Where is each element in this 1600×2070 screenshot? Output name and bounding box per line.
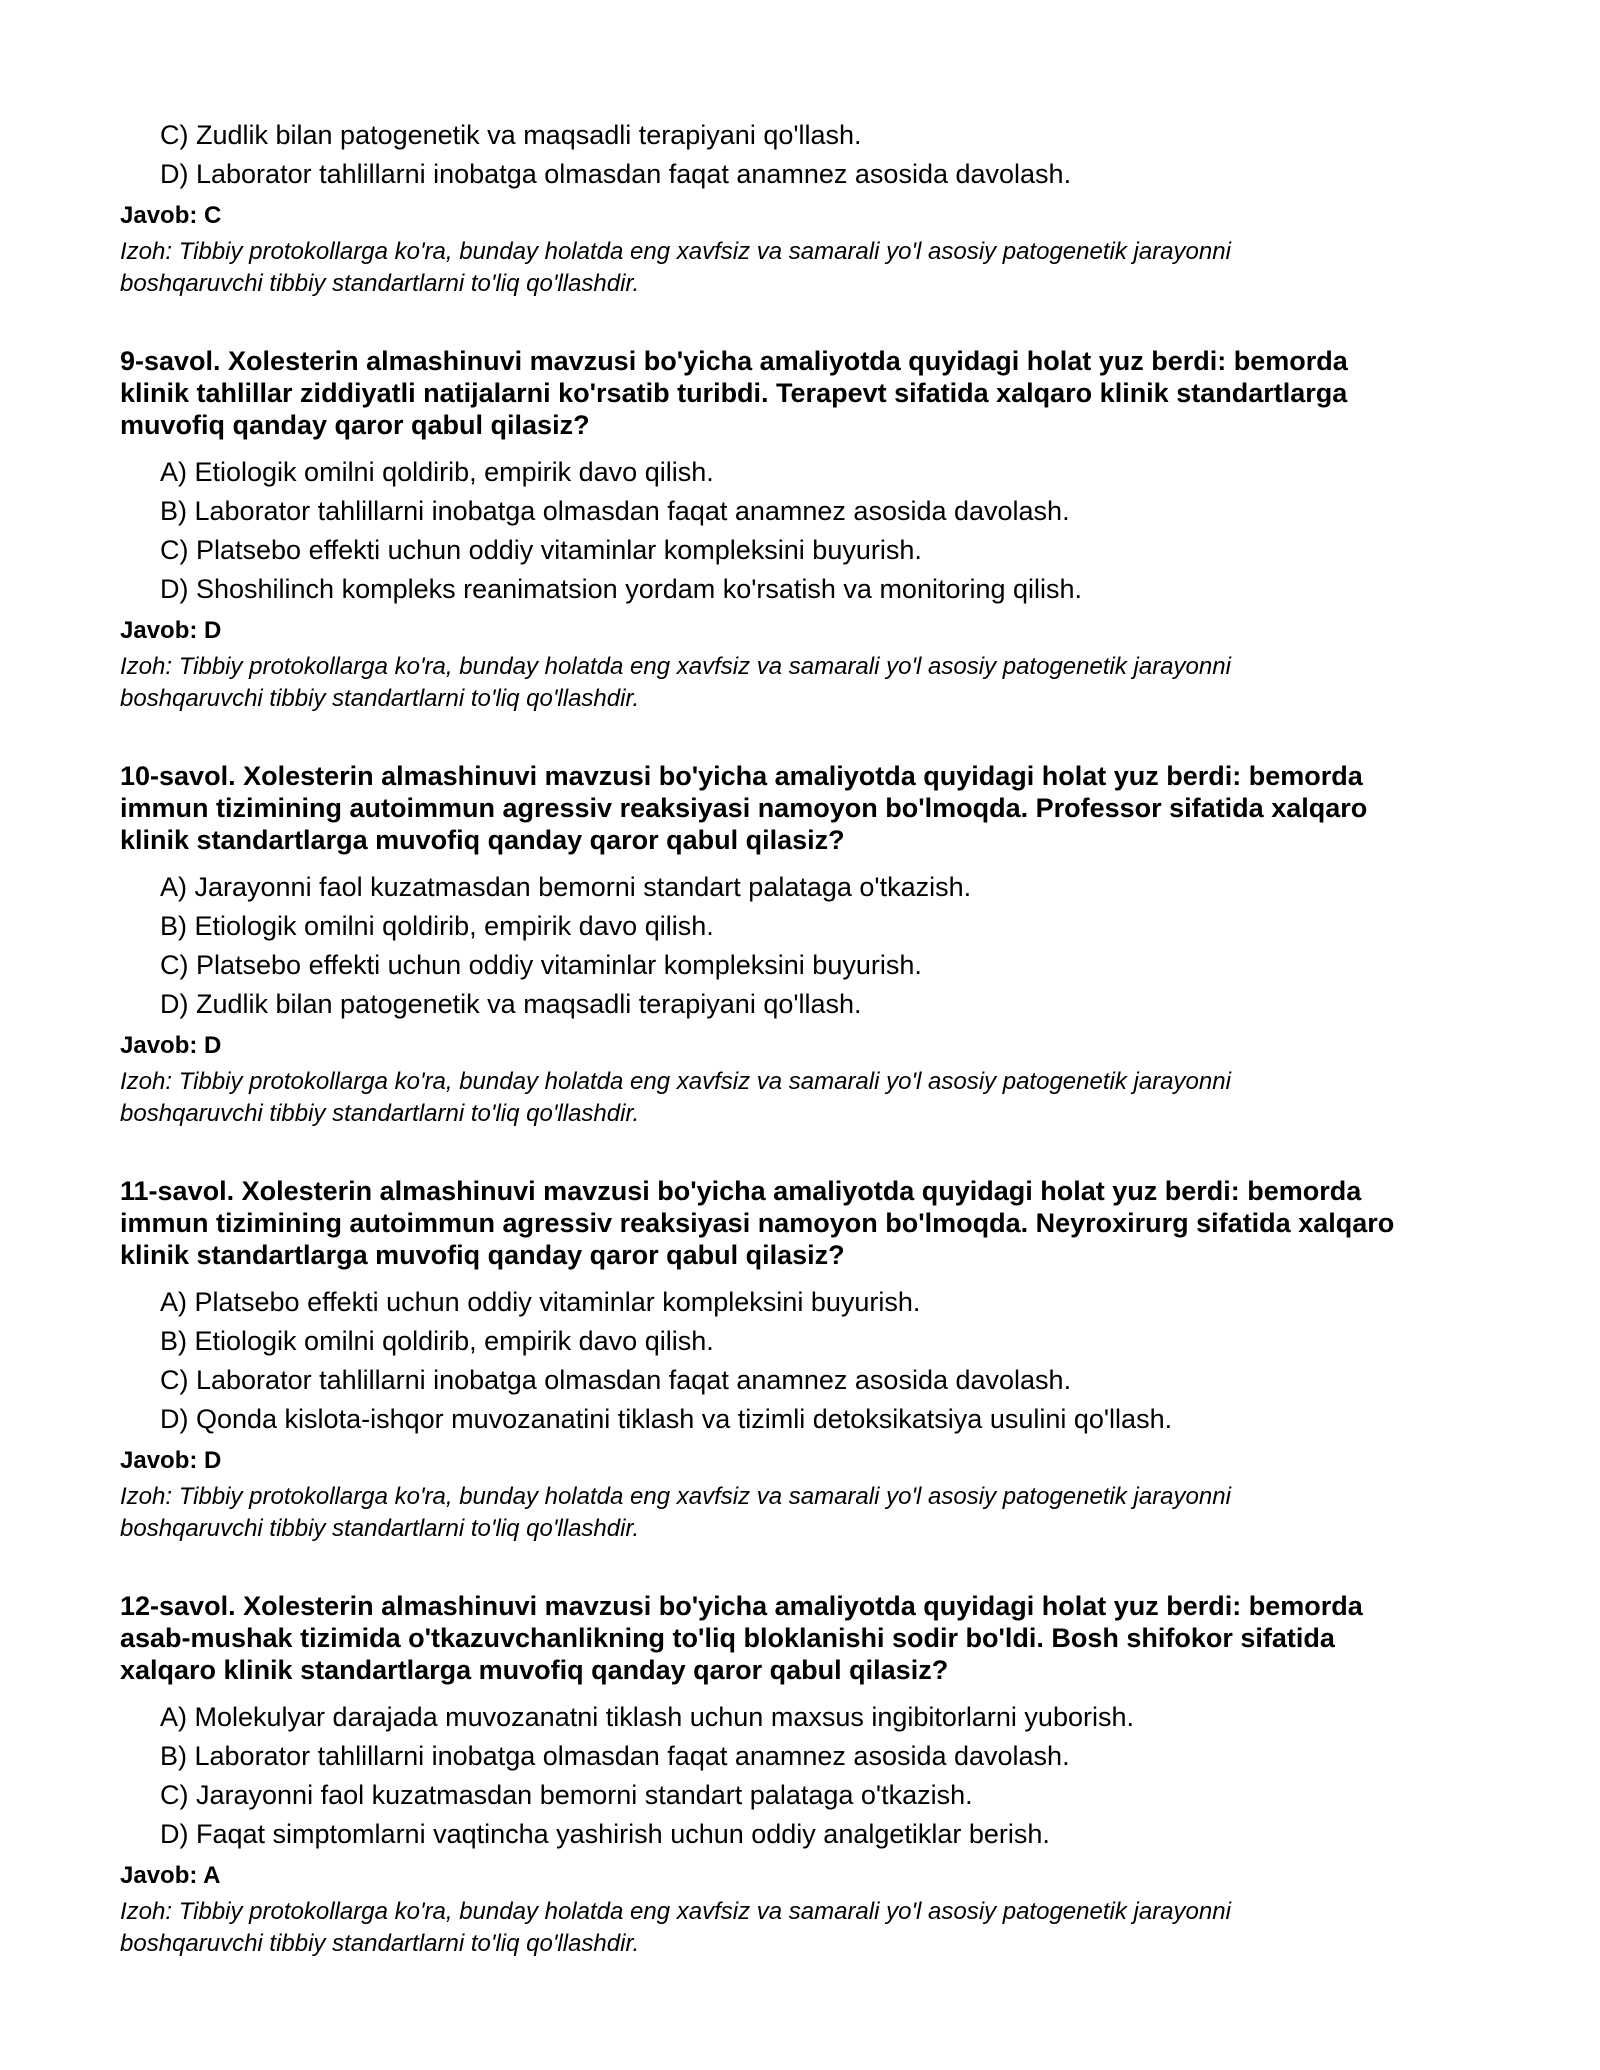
note-line: boshqaruvchi tibbiy standartlarni to'liq qo'llashdir. [120, 270, 640, 297]
note-line: Izoh: Tibbiy protokollarga ko'ra, bunday holatda eng xavfsiz va samarali yo'l asosiy patogenetik jarayonni [120, 1483, 1231, 1510]
option-b: B) Etiologik omilni qoldirib, empirik davo qilish. [160, 911, 714, 941]
option-a: A) Platsebo effekti uchun oddiy vitaminlar kompleksini buyurish. [160, 1287, 921, 1317]
question-line: immun tizimining autoimmun agressiv reaksiyasi namoyon bo'lmoqda. Professor sifatida xalqaro [120, 793, 1368, 823]
option-c: C) Platsebo effekti uchun oddiy vitaminlar kompleksini buyurish. [160, 950, 922, 980]
explanation-note [120, 1896, 1420, 1960]
note-line: Izoh: Tibbiy protokollarga ko'ra, bunday holatda eng xavfsiz va samarali yo'l asosiy patogenetik jarayonni [120, 1898, 1231, 1925]
question-line: klinik standartlarga muvofiq qanday qaror qabul qilasiz? [120, 825, 845, 855]
explanation-note [120, 651, 1420, 715]
option-b: B) Etiologik omilni qoldirib, empirik davo qilish. [160, 1326, 714, 1356]
question-line: 11-savol. Xolesterin almashinuvi mavzusi bo'yicha amaliyotda quyidagi holat yuz berdi: bemorda [120, 1176, 1362, 1206]
answer-label: Javob: D [120, 1447, 222, 1474]
answer-label: Javob: C [120, 202, 222, 229]
option-c: C) Zudlik bilan patogenetik va maqsadli terapiyani qo'llash. [160, 120, 862, 150]
option-c: C) Platsebo effekti uchun oddiy vitaminlar kompleksini buyurish. [160, 535, 922, 565]
note-line: Izoh: Tibbiy protokollarga ko'ra, bunday holatda eng xavfsiz va samarali yo'l asosiy patogenetik jarayonni [120, 238, 1231, 265]
option-a: A) Jarayonni faol kuzatmasdan bemorni standart palataga o'tkazish. [160, 872, 972, 902]
note-line: boshqaruvchi tibbiy standartlarni to'liq qo'llashdir. [120, 1515, 640, 1542]
question-line: klinik standartlarga muvofiq qanday qaror qabul qilasiz? [120, 1240, 845, 1270]
options-list [120, 1283, 1480, 1439]
answer-label: Javob: D [120, 1032, 222, 1059]
question-text [120, 1590, 1490, 1686]
question-10 [120, 760, 1480, 1130]
explanation-note [120, 1481, 1420, 1545]
explanation-note [120, 1066, 1420, 1130]
question-line: klinik tahlillar ziddiyatli natijalarni ko'rsatib turibdi. Terapevt sifatida xalqaro klinik standartlarga [120, 378, 1348, 408]
question-line: muvofiq qanday qaror qabul qilasiz? [120, 410, 590, 440]
option-c: C) Jarayonni faol kuzatmasdan bemorni standart palataga o'tkazish. [160, 1780, 973, 1810]
option-d: D) Faqat simptomlarni vaqtincha yashirish uchun oddiy analgetiklar berish. [160, 1819, 1050, 1849]
options-list [120, 453, 1480, 609]
option-c: C) Laborator tahlillarni inobatga olmasdan faqat anamnez asosida davolash. [160, 1365, 1072, 1395]
options-list [120, 1698, 1480, 1854]
options-list [120, 868, 1480, 1024]
note-line: boshqaruvchi tibbiy standartlarni to'liq qo'llashdir. [120, 1100, 640, 1127]
question-12 [120, 1590, 1480, 1960]
note-line: boshqaruvchi tibbiy standartlarni to'liq qo'llashdir. [120, 685, 640, 712]
question-text [120, 760, 1490, 856]
question-line: 12-savol. Xolesterin almashinuvi mavzusi bo'yicha amaliyotda quyidagi holat yuz berdi: bemorda [120, 1591, 1363, 1621]
question-text [120, 345, 1490, 441]
note-line: Izoh: Tibbiy protokollarga ko'ra, bunday holatda eng xavfsiz va samarali yo'l asosiy patogenetik jarayonni [120, 653, 1231, 680]
option-d: D) Laborator tahlillarni inobatga olmasdan faqat anamnez asosida davolash. [160, 159, 1072, 189]
options-list [120, 116, 1480, 194]
option-a: A) Etiologik omilni qoldirib, empirik davo qilish. [160, 457, 714, 487]
question-text [120, 1175, 1490, 1271]
option-d: D) Shoshilinch kompleks reanimatsion yordam ko'rsatish va monitoring qilish. [160, 574, 1083, 604]
answer-label: Javob: D [120, 617, 222, 644]
question-line: 10-savol. Xolesterin almashinuvi mavzusi bo'yicha amaliyotda quyidagi holat yuz berdi: bemorda [120, 761, 1363, 791]
question-line: asab-mushak tizimida o'tkazuvchanlikning to'liq bloklanishi sodir bo'ldi. Bosh shifokor sifatida [120, 1623, 1335, 1653]
question-line: xalqaro klinik standartlarga muvofiq qanday qaror qabul qilasiz? [120, 1655, 949, 1685]
answer-label: Javob: A [120, 1862, 221, 1889]
explanation-note [120, 236, 1420, 300]
option-d: D) Qonda kislota-ishqor muvozanatini tiklash va tizimli detoksikatsiya usulini qo'llash. [160, 1404, 1173, 1434]
question-line: immun tizimining autoimmun agressiv reaksiyasi namoyon bo'lmoqda. Neyroxirurg sifatida xalqaro [120, 1208, 1395, 1238]
question-line: 9-savol. Xolesterin almashinuvi mavzusi bo'yicha amaliyotda quyidagi holat yuz berdi: bemorda [120, 346, 1348, 376]
question-8-fragment [120, 116, 1480, 300]
option-a: A) Molekulyar darajada muvozanatni tiklash uchun maxsus ingibitorlarni yuborish. [160, 1702, 1134, 1732]
question-11 [120, 1175, 1480, 1545]
option-b: B) Laborator tahlillarni inobatga olmasdan faqat anamnez asosida davolash. [160, 496, 1070, 526]
option-d: D) Zudlik bilan patogenetik va maqsadli terapiyani qo'llash. [160, 989, 862, 1019]
note-line: boshqaruvchi tibbiy standartlarni to'liq qo'llashdir. [120, 1930, 640, 1957]
option-b: B) Laborator tahlillarni inobatga olmasdan faqat anamnez asosida davolash. [160, 1741, 1070, 1771]
note-line: Izoh: Tibbiy protokollarga ko'ra, bunday holatda eng xavfsiz va samarali yo'l asosiy patogenetik jarayonni [120, 1068, 1231, 1095]
question-9 [120, 345, 1480, 715]
